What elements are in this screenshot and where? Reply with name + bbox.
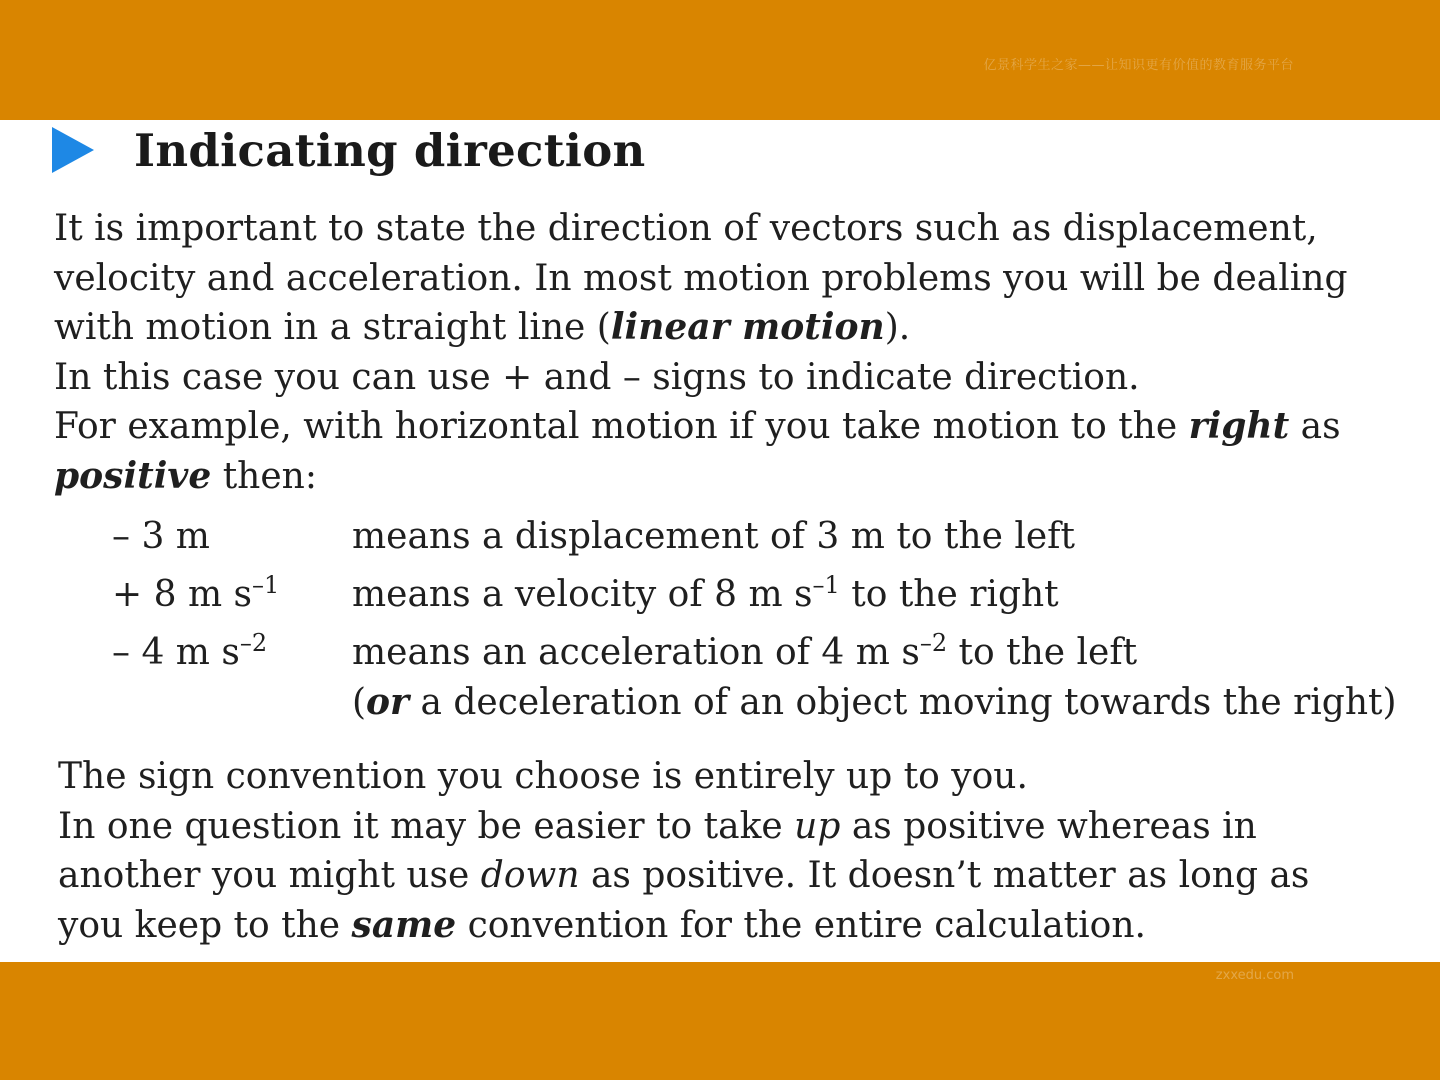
emphasis-same: same xyxy=(351,903,457,946)
intro-line: It is important to state the direction of vectors such as displacement, xyxy=(54,208,1318,249)
emphasis-linear-motion: linear motion xyxy=(610,306,885,348)
conclusion-line: another you might use down as positive. It doesn’t matter as long as xyxy=(58,855,1310,896)
emphasis-right: right xyxy=(1188,405,1290,447)
emphasis-up: up xyxy=(794,805,841,847)
intro-line: For example, with horizontal motion if you take motion to the right as xyxy=(54,405,1341,447)
emphasis-or: or xyxy=(366,681,410,723)
intro-line: velocity and acceleration. In most motion problems you will be dealing xyxy=(54,257,1348,299)
example-symbol-2: + 8 m $s^{-1}$ xyxy=(112,571,280,615)
emphasis-down: down xyxy=(480,855,580,896)
bottom-band xyxy=(0,962,1440,1080)
watermark-top: 亿景科学生之家——让知识更有价值的教育服务平台 xyxy=(983,58,1294,73)
triangle-play-icon xyxy=(52,127,94,173)
example-symbol-3: – 4 m $s^{-2}$ xyxy=(112,629,268,673)
example-meaning-3: means an acceleration of 4 m $s^{-2}$ to the left xyxy=(352,629,1138,673)
intro-paragraph xyxy=(54,204,1348,501)
section-heading xyxy=(52,122,646,178)
watermark-bottom: zxxedu.com xyxy=(1215,968,1294,983)
conclusion-line: The sign convention you choose is entirely up to you. xyxy=(58,756,1028,797)
top-band xyxy=(0,0,1440,120)
intro-line: with motion in a straight line (linear motion). xyxy=(54,306,911,348)
conclusion-line: In one question it may be easier to take up as positive whereas in xyxy=(58,805,1257,847)
conclusion-paragraph xyxy=(58,752,1309,950)
conclusion-line: you keep to the same convention for the entire calculation. xyxy=(58,903,1146,946)
example-note: (or a deceleration of an object moving towards the right) xyxy=(352,681,1397,723)
example-meaning-1: means a displacement of 3 m to the left xyxy=(352,516,1075,557)
emphasis-positive: positive xyxy=(54,454,212,497)
intro-line: positive then: xyxy=(54,454,317,497)
example-symbol-1: – 3 m xyxy=(112,516,210,557)
intro-line: In this case you can use + and – signs to indicate direction. xyxy=(54,356,1140,398)
example-meaning-2: means a velocity of 8 m $s^{-1}$ to the right xyxy=(352,571,1059,615)
heading-title: Indicating direction xyxy=(134,123,646,177)
